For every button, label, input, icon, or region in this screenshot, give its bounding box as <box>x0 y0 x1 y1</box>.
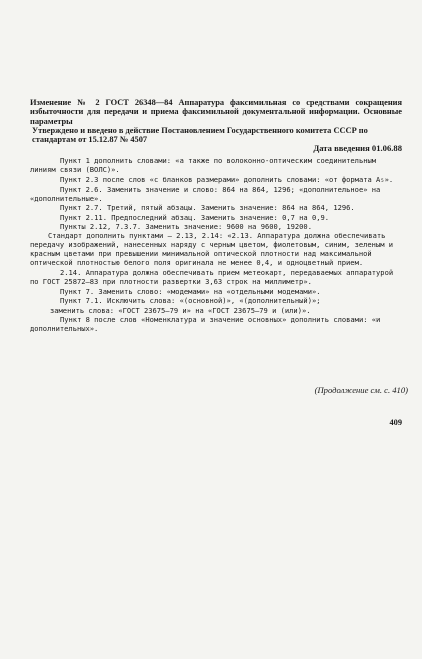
continuation-note: (Продолжение см. с. 410) <box>314 385 408 395</box>
paragraph: Пункт 2.6. Заменить значение и слово: 864 на 864, 1296; «дополнительное» на «дополнительные». <box>30 185 381 204</box>
paragraph: Пункт 7. Заменить слово: «модемами» на «отдельными модемами». <box>60 287 321 297</box>
paragraph: Пункт 7.1. Исключить слова: «(основной)», «(дополнительный)»; <box>60 296 321 306</box>
paragraph: Пункт 2.11. Предпоследний абзац. Заменить значение: 0,7 на 0,9. <box>60 212 330 222</box>
paragraph: Стандарт дополнить пунктами — 2.13, 2.14: «2.13. Аппаратура должна обеспечивать передачу изображений, нанесенных наряду с черным цветом, фиолетовым, синим, зеленым и красным цветами при превышении минимальной оптической плотности над максимальной оптической плотностью белого поля оригинала не менее 0,4, и одноцветный прием. <box>30 230 394 268</box>
paragraph: Пункты 2.12, 7.3.7. Заменить значение: 9600 на 9600, 19200. <box>60 221 312 231</box>
amendment-body <box>30 156 402 333</box>
paragraph: Пункт 8 после слов «Номенклатура и значение основных» дополнить словами: «и дополнительных». <box>30 314 381 333</box>
paragraph: Пункт 2.7. Третий, пятый абзацы. Заменить значение: 864 на 864, 1296. <box>60 203 355 213</box>
paragraph: Пункт 1 дополнить словами: «а также по волоконно-оптическим соединительным линиям связи (ВОЛС)». <box>30 156 377 175</box>
amendment-heading: Изменение № 2 ГОСТ 26348—84 Аппаратура факсимильная со средствами сокращения избыточности для передачи и приема факсимильной документальной информации. Основные параметры <box>30 98 402 126</box>
effective-date: Дата введения 01.06.88 <box>313 143 402 153</box>
adoption-statement: Утверждено и введено в действие Постановлением Государственного комитета СССР по стандартам от 15.12.87 № 4507 <box>32 126 368 145</box>
page-number: 409 <box>389 418 402 427</box>
paragraph: заменить слова: «ГОСТ 23675—79 и» на «ГОСТ 23675—79 и (или)». <box>50 305 311 315</box>
paragraph: 2.14. Аппаратура должна обеспечивать прием метеокарт, передаваемых аппаратурой по ГОСТ 25872—83 при плотности развертки 3,63 строк на миллиметр». <box>30 268 394 287</box>
paragraph: Пункт 2.3 после слов «с бланков размерами» дополнить словами: «от формата А₅». <box>60 175 394 185</box>
